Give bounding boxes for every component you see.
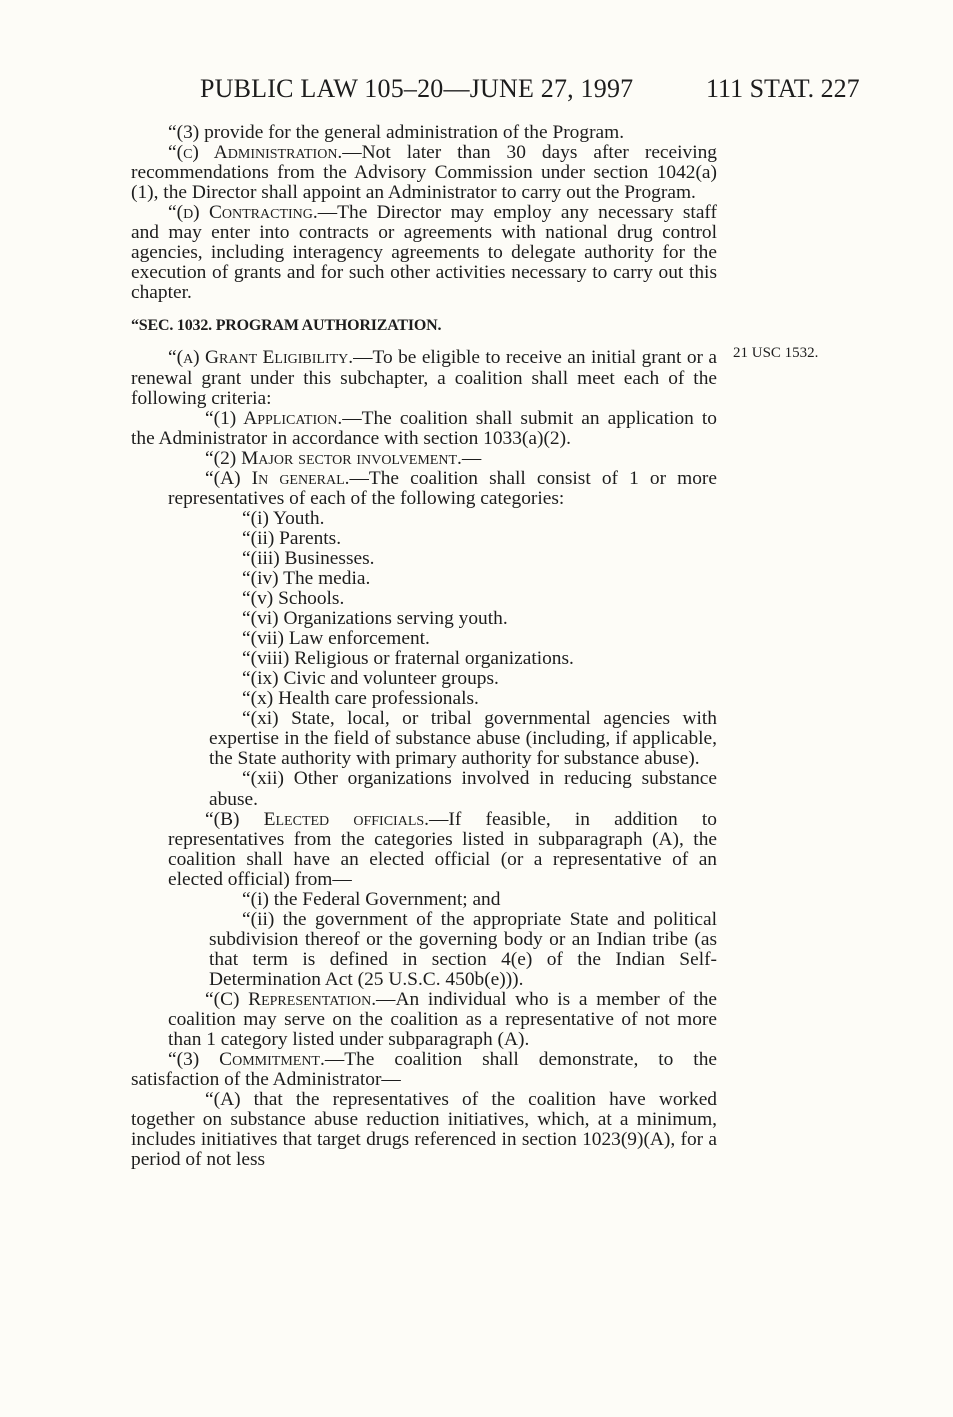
subsection-c-heading: “(c) Administration. bbox=[168, 142, 343, 164]
subparagraph-C-heading: “(C) Representation. bbox=[205, 988, 377, 1010]
paragraph-a1-heading: “(1) Application. bbox=[205, 407, 343, 429]
subsection-a bbox=[131, 348, 717, 408]
statute-page-reference: 111 STAT. 227 bbox=[706, 74, 860, 103]
subparagraph-A-text: —The coalition shall consist of 1 or more representatives of each of the following categories: bbox=[168, 467, 717, 509]
subsection-c bbox=[131, 143, 717, 203]
usc-margin-citation: 21 USC 1532. bbox=[733, 345, 819, 361]
paragraph-a2-text: — bbox=[461, 447, 482, 469]
subparagraph-C-text: —An individual who is a member of the coalition may serve on the coalition as a representative of not more than 1 category listed under subparagraph (A). bbox=[168, 988, 717, 1051]
subparagraph-3A: “(A) that the representatives of the coalition have worked together on substance abuse reduction initiatives, which, at a minimum, includes initiatives that target drugs referenced in section 1023(9)(A), for a period of not less bbox=[131, 1089, 717, 1171]
paragraph-a2-heading: “(2) Major sector involvement. bbox=[205, 447, 462, 469]
list-item: “(xi) State, local, or tribal governmental agencies with expertise in the field of substance abuse (including, if applicable, the State authority with primary authority for substance abuse). bbox=[209, 708, 717, 770]
clause-B-i: “(i) the Federal Government; and bbox=[242, 888, 501, 910]
category-list bbox=[131, 509, 717, 810]
subparagraph-A bbox=[131, 469, 717, 509]
list-item: “(i) Youth. bbox=[242, 507, 325, 529]
paragraph-a1-text: —The coalition shall submit an application to the Administrator in accordance with section 1033(a)(2). bbox=[131, 407, 717, 449]
list-item: “(ix) Civic and volunteer groups. bbox=[242, 668, 499, 690]
paragraph-a3-text: —The coalition shall demonstrate, to the satisfaction of the Administrator— bbox=[131, 1049, 717, 1091]
list-item: “(xii) Other organizations involved in reducing substance abuse. bbox=[209, 768, 717, 810]
subsection-a-heading: “(a) Grant Eligibility. bbox=[168, 347, 354, 369]
subparagraph-B bbox=[131, 810, 717, 890]
subparagraph-B-heading: “(B) Elected officials. bbox=[205, 808, 430, 830]
list-item: “(v) Schools. bbox=[242, 588, 345, 610]
subsection-d-heading: “(d) Contracting. bbox=[168, 202, 318, 224]
list-item: “(iv) The media. bbox=[242, 567, 371, 589]
subsection-d-text: —The Director may employ any necessary staff and may enter into contracts or agreements with national drug control agencies, including interagency agreements to delegate authority for the execution of grants and for such other activities necessary to carry out this chapter. bbox=[131, 202, 717, 304]
subparagraph-B-text: —If feasible, in addition to representatives from the categories listed in subparagraph (A), the coalition shall have an elected official (or a representative of an elected official) from— bbox=[168, 808, 717, 890]
list-item: “(iii) Businesses. bbox=[242, 547, 375, 569]
paragraph-a3 bbox=[131, 1050, 717, 1090]
subsection-d bbox=[131, 203, 717, 303]
subparagraph-A-heading: “(A) In general. bbox=[205, 467, 350, 489]
paragraph-a1 bbox=[131, 409, 717, 449]
section-heading: “SEC. 1032. PROGRAM AUTHORIZATION. bbox=[131, 317, 442, 335]
paragraph-3: “(3) provide for the general administration of the Program. bbox=[168, 122, 625, 143]
list-item: “(x) Health care professionals. bbox=[242, 688, 479, 710]
list-item: “(viii) Religious or fraternal organizations. bbox=[242, 648, 574, 670]
paragraph-a3-heading: “(3) Commitment. bbox=[168, 1049, 325, 1071]
list-item: “(ii) Parents. bbox=[242, 527, 342, 549]
list-item: “(vii) Law enforcement. bbox=[242, 628, 430, 650]
law-text-body bbox=[131, 123, 717, 1170]
list-item: “(vi) Organizations serving youth. bbox=[242, 608, 508, 630]
subparagraph-C bbox=[131, 990, 717, 1050]
clause-B-ii: “(ii) the government of the appropriate State and political subdivision thereof or the governing body or an Indian tribe (as that term is defined in section 4(e) of the Indian Self-Determination Act (25 U.S.C. 450b(e))). bbox=[209, 908, 717, 990]
subsection-a-text: —To be eligible to receive an initial grant or a renewal grant under this subchapter, a coalition shall meet each of the following criteria: bbox=[131, 347, 717, 409]
running-header-title: PUBLIC LAW 105–20—JUNE 27, 1997 bbox=[200, 74, 634, 103]
subsection-c-text: —Not later than 30 days after receiving recommendations from the Advisory Commission under section 1042(a)(1), the Director shall appoint an Administrator to carry out the Program. bbox=[131, 142, 717, 204]
paragraph-a2 bbox=[131, 449, 717, 469]
